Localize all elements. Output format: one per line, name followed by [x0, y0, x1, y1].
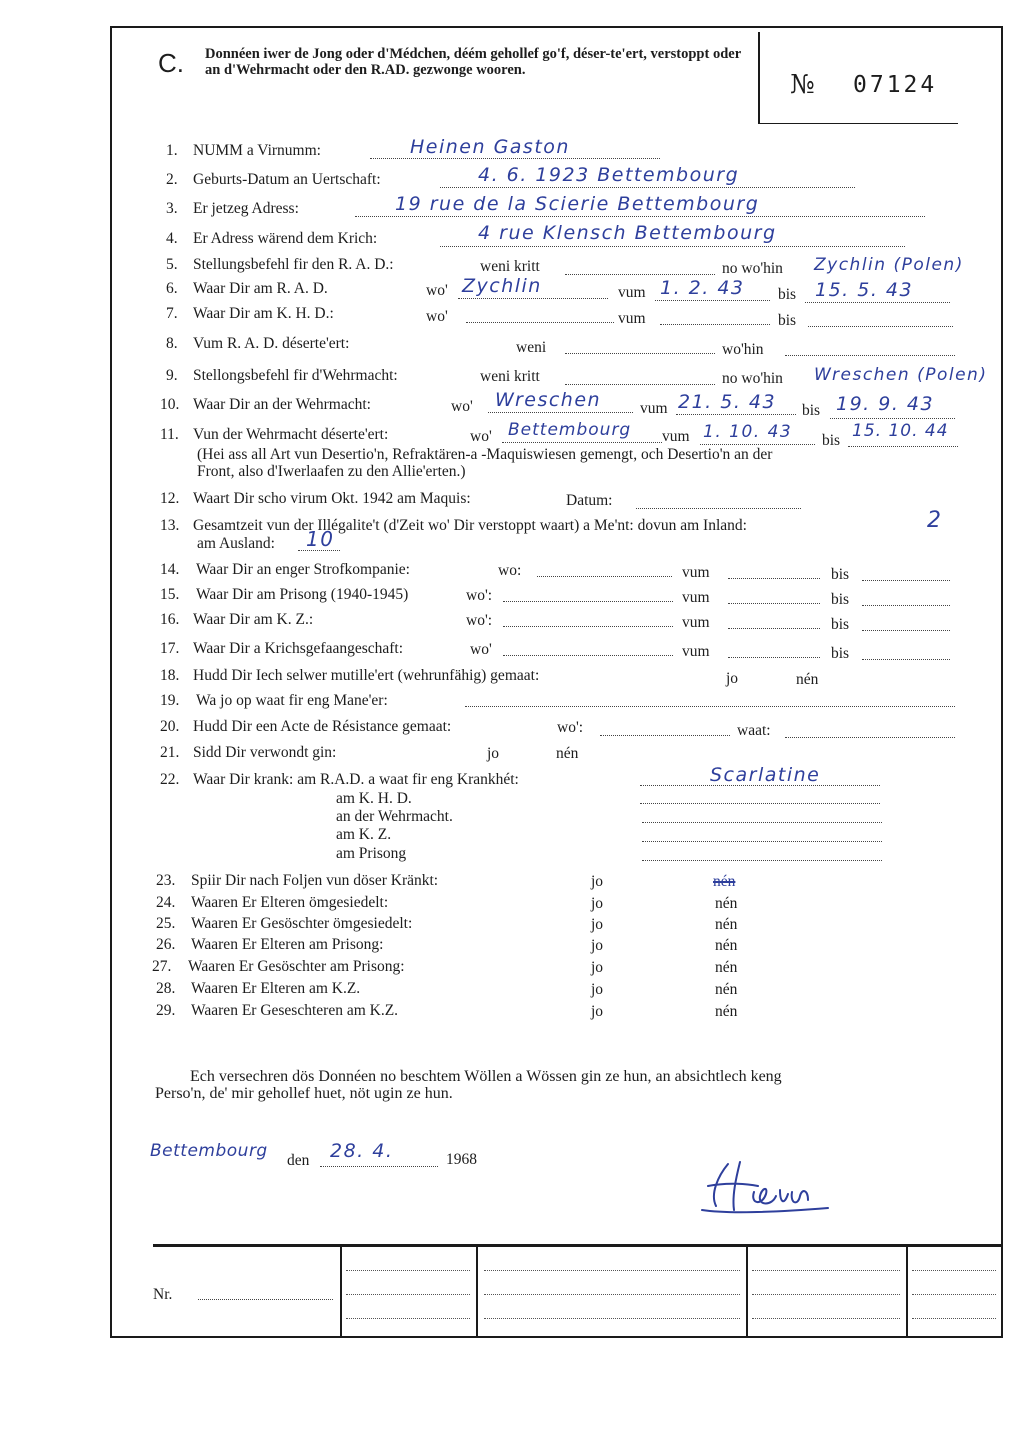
- q14-wo: wo:: [498, 562, 522, 579]
- q6-vum-answer[interactable]: 1. 2. 43: [660, 277, 745, 299]
- q1-line: [370, 158, 660, 159]
- q17-bis-line: [862, 659, 950, 660]
- q21-num: 21.: [160, 744, 180, 761]
- q7-vum-line: [660, 324, 770, 325]
- q10-vum: vum: [640, 400, 668, 417]
- signing-date-line: [320, 1166, 438, 1167]
- q22-sub3: am K. Z.: [336, 826, 392, 843]
- q8-wohin-line: [785, 355, 955, 356]
- q17-vum: vum: [682, 643, 710, 660]
- q14-vum: vum: [682, 564, 710, 581]
- header-divider: [758, 32, 760, 124]
- signature: [688, 1156, 838, 1216]
- header-rule: [758, 123, 958, 124]
- q12-label: Waart Dir scho virum Okt. 1942 am Maquis:: [193, 490, 471, 507]
- q15-wo: wo':: [466, 587, 493, 604]
- q22-sub4-line: [642, 860, 882, 861]
- q6-label: Waar Dir am R. A. D.: [193, 280, 328, 297]
- footer-cell: [912, 1318, 996, 1319]
- q15-vum: vum: [682, 589, 710, 606]
- q15-num: 15.: [160, 586, 180, 603]
- q29-label: Waaren Er Geseschteren am K.Z.: [191, 1002, 399, 1019]
- footer-col2: [476, 1246, 478, 1336]
- q5-nowohin: no wo'hin: [722, 260, 783, 277]
- q5-line: [565, 274, 715, 275]
- q14-bis: bis: [831, 566, 850, 583]
- q16-vum: vum: [682, 614, 710, 631]
- q11-label: Vun der Wehrmacht déserte'ert:: [193, 426, 389, 443]
- footer-col3: [746, 1246, 748, 1336]
- footer-cell: [752, 1294, 900, 1295]
- q13-num: 13.: [160, 517, 180, 534]
- q11-vum-answer[interactable]: 1. 10. 43: [703, 422, 793, 442]
- footer-cell: [484, 1294, 740, 1295]
- q11-bis-answer[interactable]: 15. 10. 44: [852, 421, 949, 441]
- q9-line: [565, 384, 715, 385]
- q13-inland[interactable]: 2: [927, 508, 943, 533]
- q3-num: 3.: [166, 200, 178, 217]
- q11-note-line1: (Hei ass all Art vun Desertio'n, Refraktären-a -Maquiswiesen gemengt, och Desertio'n an der: [197, 446, 773, 463]
- footer-nr-line: [198, 1299, 333, 1300]
- q6-vum-line: [655, 300, 770, 301]
- q6-bis: bis: [778, 286, 797, 303]
- q21-jo[interactable]: jo: [487, 745, 500, 762]
- q8-weni-line: [565, 353, 715, 354]
- q29-num: 29.: [156, 1002, 176, 1019]
- q22-sub1-line: [640, 803, 880, 804]
- q22-label: Waar Dir krank: am R.A.D. a waat fir eng Krankhét:: [193, 771, 519, 788]
- q28-num: 28.: [156, 980, 176, 997]
- q22-sub2-line: [642, 822, 882, 823]
- section-heading: Donnéen iwer de Jong oder d'Médchen, déém gehollef go'f, déser-te'ert, verstoppt oder an d'Wehrmacht oder den R.AD. gezwonge wooren.: [205, 46, 741, 78]
- q7-bis: bis: [778, 312, 797, 329]
- q26-jo[interactable]: jo: [591, 937, 604, 954]
- q15-label: Waar Dir am Prisong (1940-1945): [196, 586, 409, 603]
- q28-nen[interactable]: nén: [715, 981, 738, 998]
- q25-jo[interactable]: jo: [591, 916, 604, 933]
- signing-den: den: [287, 1152, 310, 1169]
- q21-label: Sidd Dir verwondt gin:: [193, 744, 337, 761]
- q23-num: 23.: [156, 872, 176, 889]
- q11-bis: bis: [822, 432, 841, 449]
- q29-nen[interactable]: nén: [715, 1003, 738, 1020]
- declaration-line2: Perso'n, de' mir gehollef huet, nöt ugin ze hun.: [155, 1085, 453, 1102]
- q17-wo-line: [503, 655, 673, 656]
- q16-num: 16.: [160, 611, 180, 628]
- q14-vum-line: [728, 578, 820, 579]
- q7-vum: vum: [618, 310, 646, 327]
- footer-col4: [906, 1246, 908, 1336]
- signing-year: 1968: [446, 1151, 477, 1168]
- q27-jo[interactable]: jo: [591, 959, 604, 976]
- q21-nen[interactable]: nén: [556, 745, 579, 762]
- q26-num: 26.: [156, 936, 176, 953]
- q8-weni: weni: [516, 339, 547, 356]
- q22-num: 22.: [160, 771, 180, 788]
- q12-num: 12.: [160, 490, 180, 507]
- signing-date[interactable]: 28. 4.: [330, 1140, 394, 1162]
- number-symbol: №: [790, 70, 815, 100]
- q6-num: 6.: [166, 280, 178, 297]
- q18-label: Hudd Dir Iech selwer mutille'ert (wehrunfähig) gemaat:: [193, 667, 540, 684]
- q15-wo-line: [503, 601, 673, 602]
- q14-wo-line: [537, 576, 672, 577]
- q27-nen[interactable]: nén: [715, 959, 738, 976]
- q9-weni: weni kritt: [480, 368, 540, 385]
- q2-num: 2.: [166, 171, 178, 188]
- q5-num: 5.: [166, 256, 178, 273]
- q6-vum: vum: [618, 284, 646, 301]
- q15-bis: bis: [831, 591, 850, 608]
- footer-col1: [340, 1246, 342, 1336]
- q22-sub4: am Prisong: [336, 845, 407, 862]
- q3-label: Er jetzeg Adress:: [193, 200, 299, 217]
- q9-nowohin: no wo'hin: [722, 370, 783, 387]
- q11-note-line2: Front, also d'Iwerlaafen zu den Allie'erten.): [197, 463, 466, 480]
- q10-num: 10.: [160, 396, 180, 413]
- q11-wo: wo': [470, 428, 492, 445]
- q8-label: Vum R. A. D. déserte'ert:: [193, 335, 350, 352]
- footer-cell: [484, 1318, 740, 1319]
- q12-datum: Datum:: [566, 492, 613, 509]
- q14-label: Waar Dir an enger Strofkompanie:: [196, 561, 410, 578]
- q20-waat-line: [785, 737, 955, 738]
- footer-cell: [346, 1294, 470, 1295]
- q24-nen[interactable]: nén: [715, 895, 738, 912]
- footer-cell: [912, 1270, 996, 1271]
- q18-jo[interactable]: jo: [726, 670, 739, 687]
- q16-wo-line: [503, 626, 673, 627]
- q10-bis-line: [830, 418, 955, 419]
- q19-line: [465, 706, 955, 707]
- q15-vum-line: [728, 603, 820, 604]
- q7-bis-line: [808, 326, 953, 327]
- q20-num: 20.: [160, 718, 180, 735]
- q1-label: NUMM a Virnumm:: [193, 142, 321, 159]
- q17-vum-line: [728, 657, 820, 658]
- q6-wo-line: [458, 298, 608, 299]
- q13-ausland[interactable]: 10: [306, 527, 335, 551]
- q10-bis-answer[interactable]: 19. 9. 43: [836, 393, 935, 415]
- declaration-line1: Ech versechren dös Donnéen no beschtem Wöllen a Wössen gin ze hun, an absichtlech keng: [190, 1068, 782, 1085]
- q3-answer[interactable]: 19 rue de la Scierie Bettembourg: [395, 193, 760, 215]
- q17-bis: bis: [831, 645, 850, 662]
- signing-place[interactable]: Bettembourg: [150, 1141, 268, 1161]
- q20-label: Hudd Dir een Acte de Résistance gemaat:: [193, 718, 452, 735]
- q28-label: Waaren Er Elteren am K.Z.: [191, 980, 361, 997]
- q6-bis-answer[interactable]: 15. 5. 43: [815, 279, 914, 301]
- q25-label: Waaren Er Gesöschter ömgesiedelt:: [191, 915, 413, 932]
- q16-label: Waar Dir am K. Z.:: [193, 611, 314, 628]
- q17-wo: wo': [470, 641, 492, 658]
- q22-sub3-line: [642, 841, 882, 842]
- q9-label: Stellongsbefehl fir d'Wehrmacht:: [193, 367, 398, 384]
- q11-bis-line: [848, 446, 958, 447]
- q13-ausland-label: am Ausland:: [197, 535, 275, 552]
- q23-jo[interactable]: jo: [591, 873, 604, 890]
- q6-wo-answer[interactable]: Zychlin: [462, 275, 542, 297]
- q3-line: [355, 216, 925, 217]
- form-number: 07124: [853, 72, 938, 98]
- q29-jo[interactable]: jo: [591, 1003, 604, 1020]
- q18-num: 18.: [160, 667, 180, 684]
- q20-waat: waat:: [737, 722, 771, 739]
- q10-vum-answer[interactable]: 21. 5. 43: [678, 391, 777, 413]
- section-letter: C.: [158, 48, 184, 78]
- footer-cell: [484, 1270, 740, 1271]
- q7-wo: wo': [426, 308, 448, 325]
- q10-wo-answer[interactable]: Wreschen: [495, 389, 602, 411]
- q9-num: 9.: [166, 367, 178, 384]
- q19-label: Wa jo op waat fir eng Mane'er:: [196, 692, 388, 709]
- q20-wo-line: [600, 735, 730, 736]
- q28-jo[interactable]: jo: [591, 981, 604, 998]
- q7-num: 7.: [166, 305, 178, 322]
- q10-label: Waar Dir an der Wehrmacht:: [193, 396, 371, 413]
- q1-answer[interactable]: Heinen Gaston: [410, 136, 570, 158]
- footer-rule: [153, 1244, 1003, 1247]
- q14-bis-line: [862, 580, 950, 581]
- q16-wo: wo':: [466, 612, 493, 629]
- q23-nen[interactable]: nén: [713, 873, 736, 890]
- q8-wohin: wo'hin: [722, 341, 764, 358]
- q9-answer[interactable]: Wreschen (Polen): [814, 365, 988, 385]
- q7-label: Waar Dir am K. H. D.:: [193, 305, 334, 322]
- q10-bis: bis: [802, 402, 821, 419]
- q23-label: Spiir Dir nach Foljen vun döser Kränkt:: [191, 872, 439, 889]
- q4-label: Er Adress wärend dem Krich:: [193, 230, 378, 247]
- q4-num: 4.: [166, 230, 178, 247]
- q22-sub1: am K. H. D.: [336, 790, 412, 807]
- q27-label: Waaren Er Gesöschter am Prisong:: [188, 958, 405, 975]
- footer-cell: [752, 1318, 900, 1319]
- q16-bis-line: [862, 630, 950, 631]
- q15-bis-line: [862, 605, 950, 606]
- q19-num: 19.: [160, 692, 180, 709]
- q11-vum: vum: [662, 428, 690, 445]
- q26-label: Waaren Er Elteren am Prisong:: [191, 936, 384, 953]
- q24-jo[interactable]: jo: [591, 895, 604, 912]
- q4-answer[interactable]: 4 rue Klensch Bettembourg: [478, 222, 777, 244]
- q12-line: [636, 508, 801, 509]
- q5-answer[interactable]: Zychlin (Polen): [814, 255, 964, 275]
- q18-nen[interactable]: nén: [796, 671, 819, 688]
- q4-line: [440, 246, 905, 247]
- footer-cell: [752, 1270, 900, 1271]
- q11-num: 11.: [160, 426, 179, 443]
- q22-answer[interactable]: Scarlatine: [710, 764, 821, 786]
- footer-cell: [346, 1318, 470, 1319]
- q7-wo-line: [466, 322, 614, 323]
- q6-wo: wo': [426, 282, 448, 299]
- q26-nen[interactable]: nén: [715, 937, 738, 954]
- q22-sub2: an der Wehrmacht.: [336, 808, 453, 825]
- q11-wo-line: [502, 442, 662, 443]
- q17-label: Waar Dir a Krichsgefaangeschaft:: [193, 640, 404, 657]
- q17-num: 17.: [160, 640, 180, 657]
- q20-wo: wo':: [557, 719, 584, 736]
- footer-nr-label: Nr.: [153, 1286, 173, 1303]
- footer-cell: [912, 1294, 996, 1295]
- q2-line: [440, 187, 855, 188]
- q2-answer[interactable]: 4. 6. 1923 Bettembourg: [478, 164, 740, 186]
- q1-num: 1.: [166, 142, 178, 159]
- q14-num: 14.: [160, 561, 180, 578]
- q6-bis-line: [805, 302, 950, 303]
- q5-weni: weni kritt: [480, 258, 540, 275]
- q10-vum-line: [676, 414, 796, 415]
- q11-vum-line: [700, 444, 815, 445]
- q16-bis: bis: [831, 616, 850, 633]
- footer-cell: [346, 1270, 470, 1271]
- q13-label: Gesamtzeit vun der Illégalite't (d'Zeit wo' Dir verstoppt waart) a Me'nt: dovun am Inland:: [193, 517, 747, 534]
- q25-num: 25.: [156, 915, 176, 932]
- q24-label: Waaren Er Elteren ömgesiedelt:: [191, 894, 389, 911]
- q10-wo: wo': [451, 398, 473, 415]
- q5-label: Stellungsbefehl fir den R. A. D.:: [193, 256, 394, 273]
- q24-num: 24.: [156, 894, 176, 911]
- q2-label: Geburts-Datum an Uertschaft:: [193, 171, 381, 188]
- q10-wo-line: [488, 412, 633, 413]
- q8-num: 8.: [166, 335, 178, 352]
- q16-vum-line: [728, 628, 820, 629]
- q25-nen[interactable]: nén: [715, 916, 738, 933]
- q11-wo-answer[interactable]: Bettembourg: [508, 420, 632, 440]
- q27-num: 27.: [152, 958, 172, 975]
